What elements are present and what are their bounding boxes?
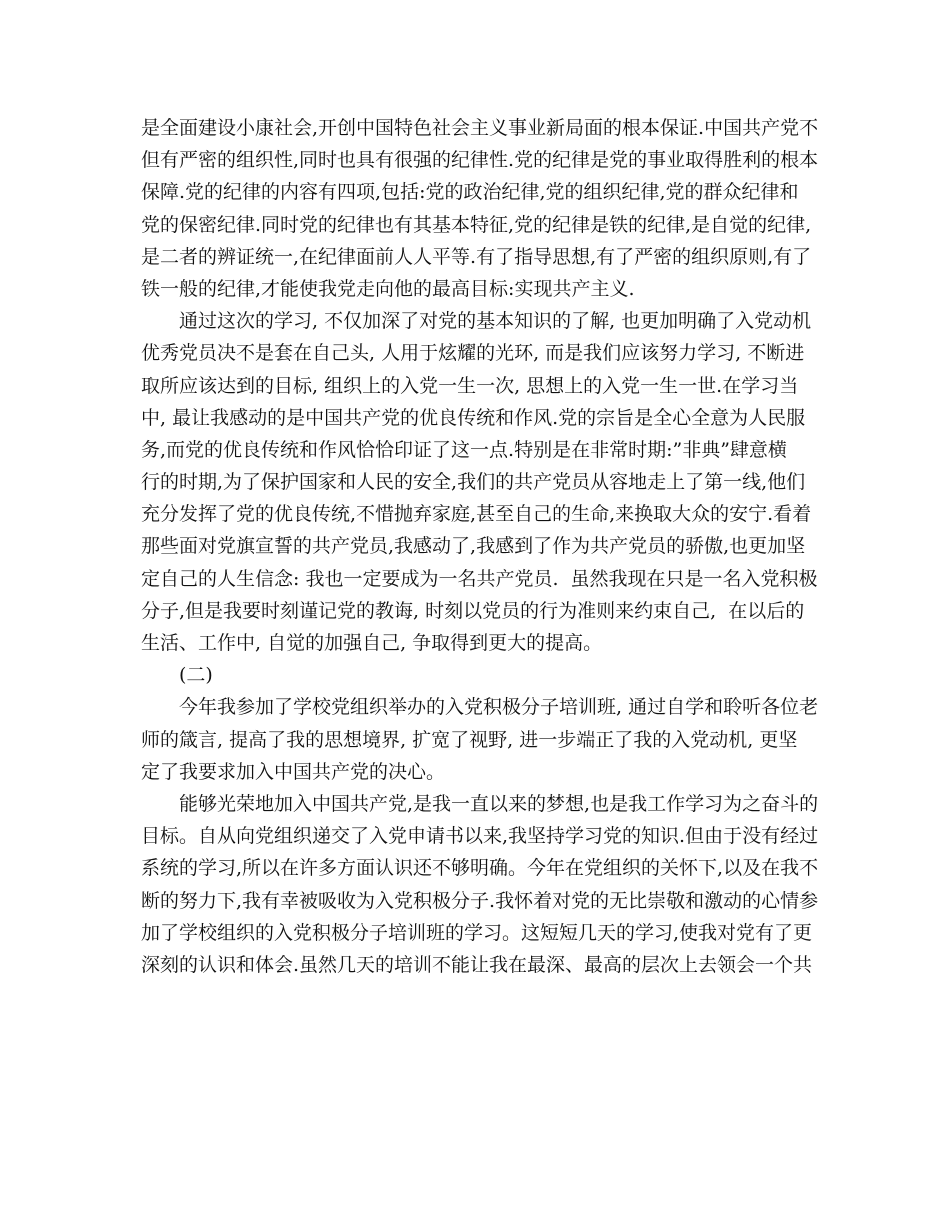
paragraph-3-line-2: 师的箴言, 提高了我的思想境界, 扩宽了视野, 进一步端正了我的入党动机, 更坚: [141, 728, 798, 751]
document-body: [141, 112, 825, 981]
paragraph-4-line-3: 系统的学习,所以在许多方面认识还不够明确。今年在党组织的关怀下,以及在我不: [141, 857, 819, 880]
paragraph-2-line-7: 充分发挥了党的优良传统,不惜抛弃家庭,甚至自己的生命,来换取大众的安宁.看着: [141, 503, 812, 526]
paragraph-3-line-1: 今年我参加了学校党组织举办的入党积极分子培训班, 通过自学和聆听各位老: [179, 696, 819, 719]
paragraph-1-line-3: 保障.党的纪律的内容有四项,包括:党的政治纪律,党的组织纪律,党的群众纪律和: [141, 181, 799, 204]
paragraph-1-line-2: 但有严密的组织性,同时也具有很强的纪律性.党的纪律是党的事业取得胜利的根本: [141, 149, 819, 172]
paragraph-2-line-10: 分子,但是我要时刻谨记党的教诲, 时刻以党员的行为准则来约束自己, 在以后的: [141, 599, 805, 622]
paragraph-1-line-5: 是二者的辨证统一,在纪律面前人人平等.有了指导思想,有了严密的组织原则,有了: [141, 245, 812, 268]
paragraph-2-line-8: 那些面对党旗宣誓的共产党员,我感动了,我感到了作为共产党员的骄傲,也更加坚: [141, 535, 806, 558]
paragraph-2-line-4: 中, 最让我感动的是中国共产党的优良传统和作风.党的宗旨是全心全意为人民服: [141, 406, 806, 429]
paragraph-4-line-4: 断的努力下,我有幸被吸收为入党积极分子.我怀着对党的无比崇敬和激动的心情参: [141, 889, 819, 912]
paragraph-4-line-1: 能够光荣地加入中国共产党,是我一直以来的梦想,也是我工作学习为之奋斗的: [179, 792, 819, 815]
paragraph-1-line-1: 是全面建设小康社会,开创中国特色社会主义事业新局面的根本保证.中国共产党不: [141, 117, 819, 139]
paragraph-2-line-3: 取所应该达到的目标, 组织上的入党一生一次, 思想上的入党一生一世.在学习当: [141, 374, 799, 397]
paragraph-2-line-1: 通过这次的学习, 不仅加深了对党的基本知识的了解, 也更加明确了入党动机: [179, 310, 812, 333]
paragraph-1-line-6: 铁一般的纪律,才能使我党走向他的最高目标:实现共产主义.: [141, 277, 635, 300]
paragraph-2-line-9: 定自己的人生信念: 我也一定要成为一名共产党员. 虽然我现在只是一名入党积极: [141, 567, 818, 590]
paragraph-1-line-4: 党的保密纪律.同时党的纪律也有其基本特征,党的纪律是铁的纪律,是自觉的纪律,: [141, 213, 812, 236]
paragraph-4-line-6: 深刻的认识和体会.虽然几天的培训不能让我在最深、最高的层次上去领会一个共: [141, 953, 813, 976]
paragraph-3-line-3: 定了我要求加入中国共产党的决心。: [141, 760, 446, 783]
paragraph-4-line-2: 目标。自从向党组织递交了入党申请书以来,我坚持学习党的知识.但由于没有经过: [141, 825, 819, 848]
paragraph-2-line-2: 优秀党员决不是套在自己头, 人用于炫耀的光环, 而是我们应该努力学习, 不断进: [141, 342, 805, 365]
paragraph-2-line-6: 行的时期,为了保护国家和人民的安全,我们的共产党员从容地走上了第一线,他们: [141, 471, 806, 494]
paragraph-2-line-5: 务,而党的优良传统和作风恰恰印证了这一点.特别是在非常时期:”非典”肆意横: [141, 438, 787, 461]
paragraph-2-line-11: 生活、工作中, 自觉的加强自己, 争取得到更大的提高。: [141, 632, 603, 654]
section-heading: (二): [179, 664, 213, 687]
paragraph-4-line-5: 加了学校组织的入党积极分子培训班的学习。这短短几天的学习,使我对党有了更: [141, 921, 813, 944]
